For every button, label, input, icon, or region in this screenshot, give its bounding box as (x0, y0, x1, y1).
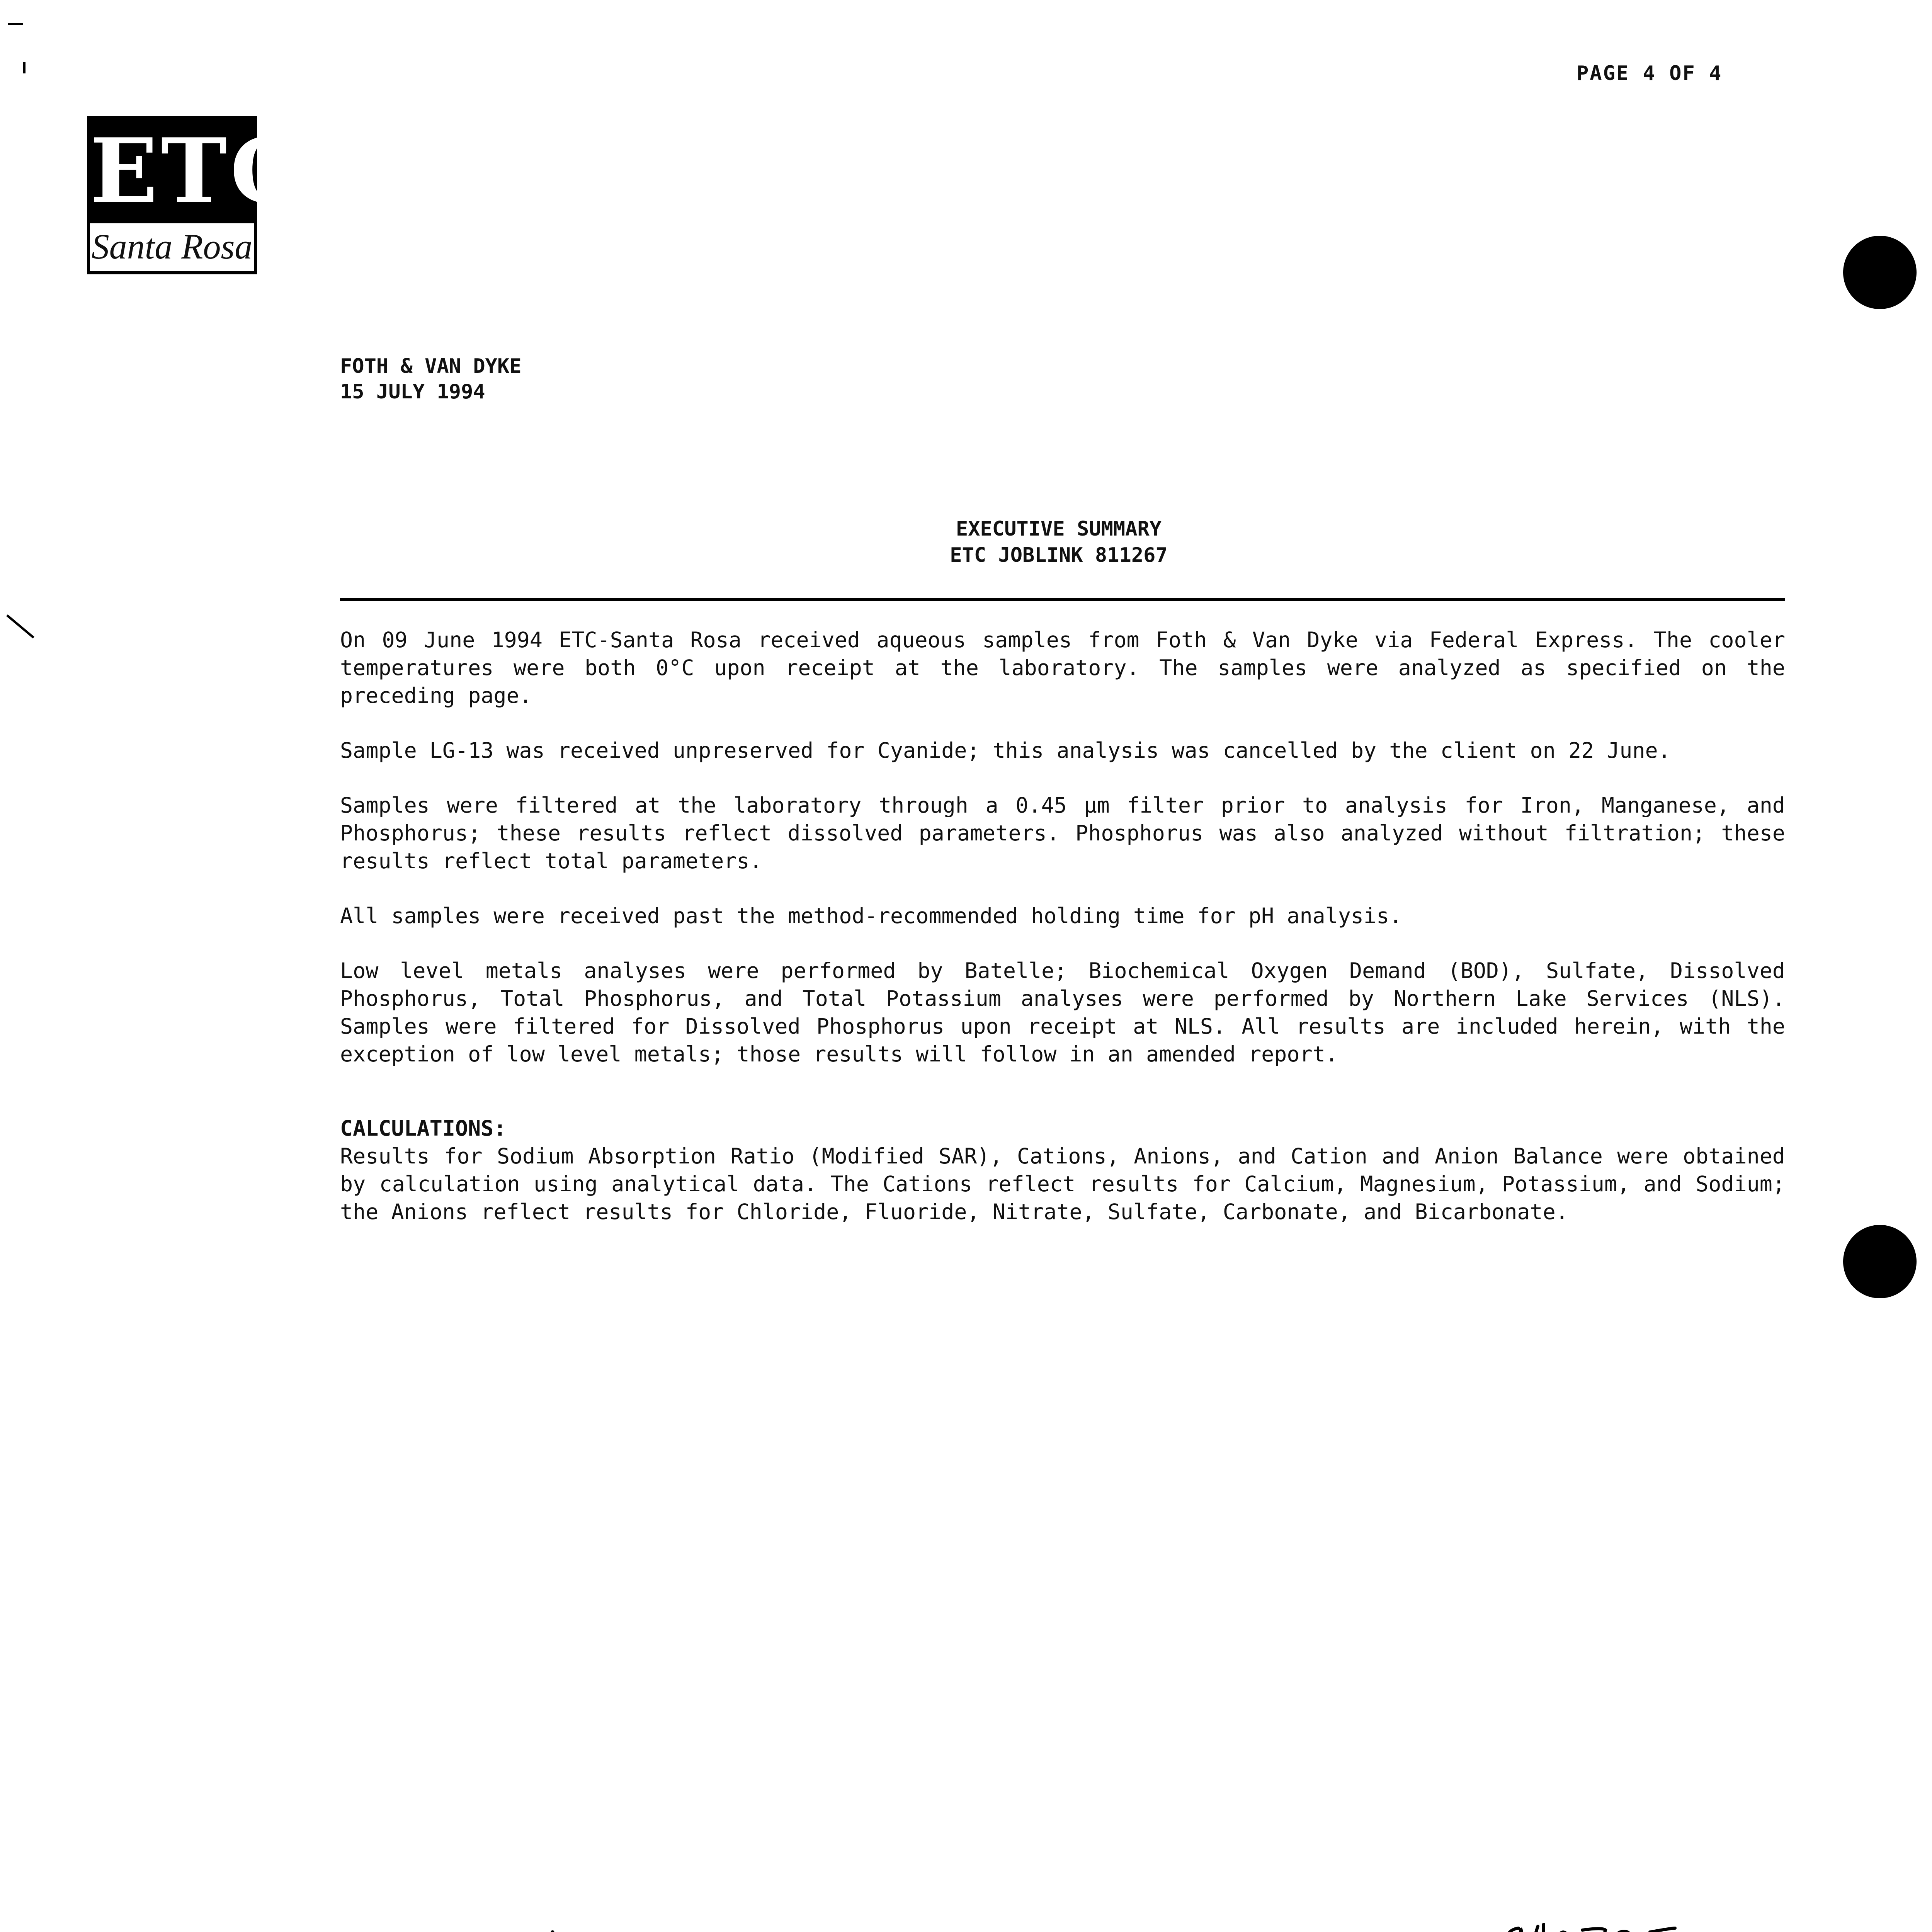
scan-mark (8, 23, 23, 25)
scan-mark (23, 62, 26, 73)
calculations-title: CALCULATIONS: (340, 1116, 507, 1141)
summary-heading (340, 516, 1777, 568)
paragraph: Low level metals analyses were performed by Batelle; Biochemical Oxygen Demand (BOD), Sulfate, Dissolved Phosphorus, Total Phosphorus, and Total Potassium analyses were performed by Northern Lake Services (NLS). Samples were filtered for Dissolved Phosphorus upon receipt at NLS. All results are included herein, with the exception of low level metals; those results will follow in an amended report. (340, 958, 1785, 1066)
logo-name: ETC (90, 119, 304, 223)
handwritten-date (1495, 1917, 1677, 1932)
logo-location: Santa Rosa (91, 227, 253, 266)
client-name: FOTH & VAN DYKE (340, 355, 522, 378)
page-number: PAGE 4 OF 4 (1577, 62, 1723, 85)
punch-hole (1843, 236, 1917, 309)
paragraph: Sample LG-13 was received unpreserved for Cyanide; this analysis was cancelled by the client on 22 June. (340, 738, 1671, 763)
paragraph: All samples were received past the method-recommended holding time for pH analysis. (340, 903, 1402, 928)
report-date: 15 JULY 1994 (340, 380, 485, 403)
punch-hole (1843, 1225, 1917, 1298)
heading-joblink: ETC JOBLINK 811267 (950, 544, 1168, 567)
etc-logo (87, 116, 304, 274)
paragraph: On 09 June 1994 ETC-Santa Rosa received aqueous samples from Foth & Van Dyke via Federal Express. The cooler temperatures were both 0°C upon receipt at the laboratory. The samples were analyzed as specified on the preceding page. (340, 628, 1785, 708)
scan-mark (6, 614, 34, 638)
heading-rule (340, 598, 1785, 601)
summary-body (340, 626, 1785, 1253)
heading-title: EXECUTIVE SUMMARY (956, 517, 1162, 541)
address-block (340, 354, 522, 405)
calculations-text: Results for Sodium Absorption Ratio (Modified SAR), Cations, Anions, and Cation and Anion Balance were obtained by calculation using analytical data. The Cations reflect results for Calcium, Magnesium, Potassium, and Sodium; the Anions reflect results for Chloride, Fluoride, Nitrate, Sulfate, Carbonate, and Bicarbonate. (340, 1144, 1785, 1224)
paragraph: Samples were filtered at the laboratory through a 0.45 µm filter prior to analysis for Iron, Manganese, and Phosphorus; these results reflect dissolved parameters. Phosphorus was also analyzed without filtration; these results reflect total parameters. (340, 793, 1785, 873)
handwritten-signature (510, 1909, 889, 1932)
